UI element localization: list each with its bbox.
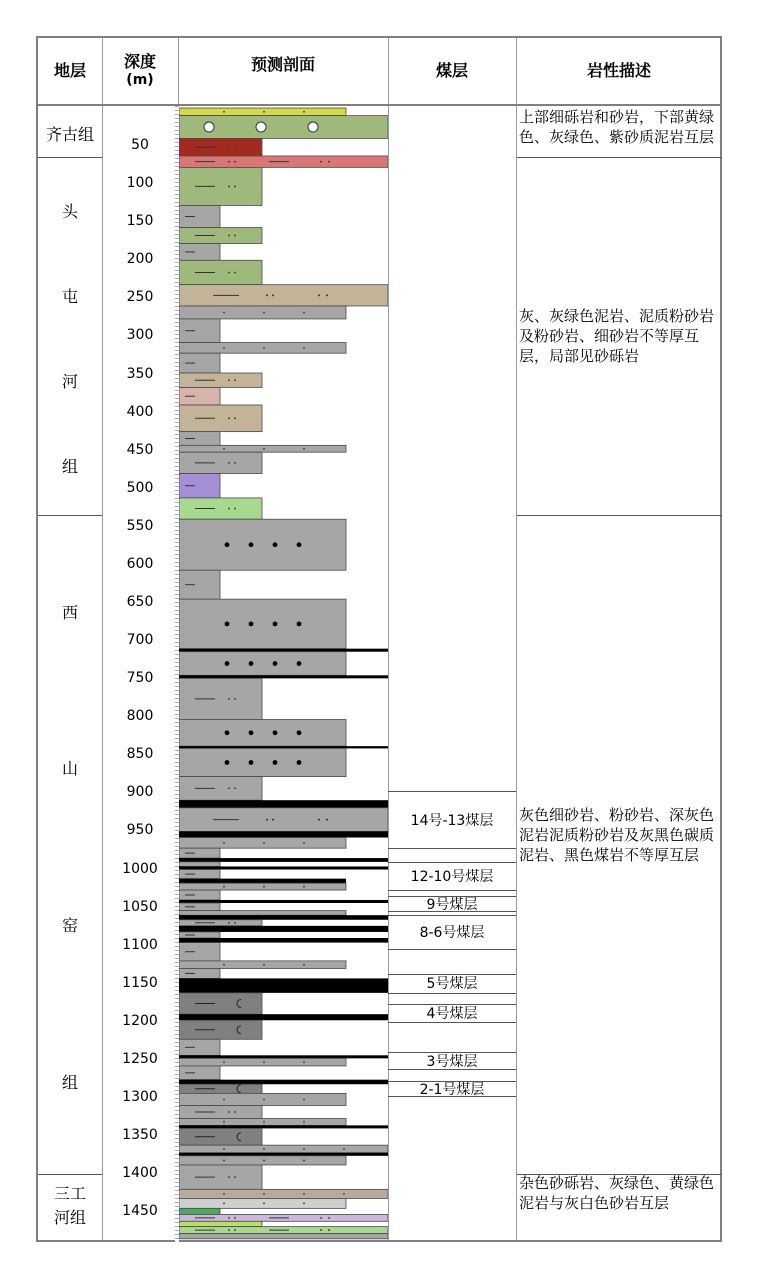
layer-coal bbox=[179, 1014, 388, 1020]
formation-name-part: 西 bbox=[61, 602, 78, 622]
header-depth-unit: (m) bbox=[126, 72, 154, 88]
coal-seam-label: 3号煤层 bbox=[426, 1053, 478, 1070]
coal-seam-label: 2-1号煤层 bbox=[419, 1081, 485, 1098]
header-coal: 煤层 bbox=[435, 61, 468, 80]
layer-sandstone_tan bbox=[179, 285, 388, 306]
coal-seam-label: 5号煤层 bbox=[426, 976, 478, 993]
layer-coal bbox=[179, 900, 388, 903]
depth-label: 1050 bbox=[122, 898, 158, 915]
layer-carb_mudstone bbox=[179, 1084, 262, 1093]
formation-name-part: 山 bbox=[61, 759, 78, 779]
depth-label: 950 bbox=[126, 822, 154, 839]
depth-label: 400 bbox=[126, 403, 154, 420]
formation-name-part: 屯 bbox=[61, 286, 78, 306]
layer-coal bbox=[179, 866, 388, 869]
depth-label: 500 bbox=[126, 479, 154, 496]
header-section: 预测剖面 bbox=[250, 55, 315, 74]
coal-seam-bottom-line bbox=[388, 848, 516, 849]
layer-fine_sandstone bbox=[179, 599, 346, 648]
coal-seam-label: 4号煤层 bbox=[426, 1005, 478, 1022]
coal-seam-top-line bbox=[388, 915, 516, 916]
layer-coal bbox=[179, 831, 388, 837]
layer-coal bbox=[179, 879, 346, 884]
layer-sandstone bbox=[179, 343, 346, 354]
depth-label: 750 bbox=[126, 670, 154, 687]
formation-name-part: 头 bbox=[61, 201, 78, 221]
formation-name-part: 河组 bbox=[53, 1207, 86, 1227]
layer-carb_mudstone bbox=[179, 1020, 262, 1039]
coal-seam-top-line bbox=[388, 791, 516, 792]
layer-sandstone bbox=[179, 1058, 346, 1066]
depth-label: 450 bbox=[126, 441, 154, 458]
layer-fine_sandstone bbox=[179, 748, 346, 776]
coal-seam-label: 12-10号煤层 bbox=[410, 868, 494, 885]
layer-carb_mudstone bbox=[179, 1128, 262, 1145]
layer-mudstone_lilac bbox=[179, 1214, 388, 1221]
layer-mudstone bbox=[179, 890, 220, 900]
formation-name: 齐古组 bbox=[45, 124, 94, 144]
layer-sandstone bbox=[179, 445, 346, 452]
layer-coal bbox=[179, 858, 388, 862]
layer-mudstone bbox=[179, 205, 220, 227]
layer-siltstone bbox=[179, 920, 262, 926]
coal-seam-bottom-line bbox=[388, 949, 516, 950]
depth-label: 150 bbox=[126, 213, 154, 230]
layer-siltstone_tan bbox=[179, 405, 262, 432]
layer-fine_sandstone bbox=[179, 719, 346, 746]
layer-coal bbox=[179, 938, 388, 943]
depth-label: 1200 bbox=[122, 1012, 158, 1029]
formation-name-part: 三工 bbox=[53, 1183, 86, 1203]
header-depth bbox=[102, 38, 178, 104]
layer-mudstone bbox=[179, 968, 220, 978]
layer-coal bbox=[179, 915, 388, 920]
layer-mudstone_pink bbox=[179, 156, 388, 167]
depth-label: 1150 bbox=[122, 974, 158, 991]
coal-seam-label: 8-6号煤层 bbox=[419, 925, 485, 942]
depth-label: 200 bbox=[126, 251, 154, 268]
layer-sandstone bbox=[179, 1093, 346, 1105]
depth-label: 1300 bbox=[122, 1088, 158, 1105]
layer-mudstone_yg bbox=[179, 1221, 262, 1226]
layer-siltstone_lgreen bbox=[179, 498, 262, 519]
layer-coal bbox=[179, 1080, 388, 1085]
layer-sandstone bbox=[179, 961, 346, 969]
formation-name-part: 组 bbox=[61, 1073, 78, 1092]
header-lithology: 岩性描述 bbox=[586, 61, 651, 80]
layer-mudstone bbox=[179, 848, 220, 858]
header-depth-label: 深度 bbox=[123, 52, 156, 71]
depth-label: 1450 bbox=[122, 1203, 158, 1220]
layer-coal bbox=[179, 1055, 388, 1058]
layer-mudstone bbox=[179, 932, 220, 938]
layer-sandstone_grey bbox=[179, 1198, 346, 1208]
layer-mudstone bbox=[179, 319, 220, 343]
formation-name-part: 窑 bbox=[61, 916, 78, 936]
layer-sandstone bbox=[179, 883, 346, 890]
layer-fine_sandstone bbox=[179, 519, 346, 570]
layer-mudstone_pink bbox=[179, 387, 220, 405]
layer-mudstone bbox=[179, 353, 220, 373]
coal-seam-bottom-line bbox=[388, 890, 516, 891]
layer-mudstone bbox=[179, 1066, 220, 1080]
predicted-section bbox=[179, 106, 388, 1242]
layer-fine_sandstone bbox=[179, 652, 346, 676]
layer-mudstone bbox=[179, 943, 220, 961]
coal-seam-label: 14号-13煤层 bbox=[410, 812, 494, 829]
header-formation: 地层 bbox=[53, 61, 86, 80]
layer-coal bbox=[179, 1125, 388, 1128]
lithology-description: 上部细砾岩和砂岩，下部黄绿色、灰绿色、紫砂质泥岩互层 bbox=[519, 108, 715, 146]
depth-label: 1400 bbox=[122, 1165, 158, 1182]
stratigraphic-column-table bbox=[36, 36, 722, 1242]
layer-siltstone_green bbox=[179, 260, 262, 284]
description-divider bbox=[517, 157, 722, 158]
depth-label: 300 bbox=[126, 327, 154, 344]
depth-label: 550 bbox=[126, 517, 154, 534]
depth-label: 1000 bbox=[122, 860, 158, 877]
layer-coal bbox=[179, 1153, 388, 1156]
formation-divider bbox=[38, 515, 102, 516]
layer-coal bbox=[179, 978, 388, 992]
layer-siltstone bbox=[179, 678, 262, 719]
table-body bbox=[38, 106, 722, 1242]
layer-coal bbox=[179, 926, 388, 932]
layer-mudstone bbox=[179, 903, 220, 911]
layer-sandstone bbox=[179, 1156, 346, 1165]
depth-label: 1350 bbox=[122, 1127, 158, 1144]
lithology-description: 灰色细砂岩、粉砂岩、深灰色泥岩泥质粉砂岩及灰黑色碳质泥岩、黑色煤岩不等厚互层 bbox=[519, 805, 715, 864]
layer-mudstone bbox=[179, 862, 220, 867]
layer-mudstone bbox=[179, 432, 220, 446]
layer-coal bbox=[179, 675, 388, 678]
depth-label: 650 bbox=[126, 593, 154, 610]
layer-sandstone bbox=[179, 1145, 388, 1153]
layer-siltstone_green bbox=[179, 167, 262, 205]
layer-siltstone_tan bbox=[179, 373, 262, 387]
depth-label: 1250 bbox=[122, 1050, 158, 1067]
depth-label: 350 bbox=[126, 365, 154, 382]
layer-sandstone bbox=[179, 1119, 346, 1126]
depth-label: 800 bbox=[126, 708, 154, 725]
layer-siltstone bbox=[179, 1165, 262, 1189]
formation-divider bbox=[38, 1174, 102, 1175]
layer-mudstone bbox=[179, 244, 220, 261]
depth-label: 100 bbox=[126, 175, 154, 192]
layer-sandstone bbox=[179, 808, 388, 832]
layer-siltstone_green bbox=[179, 228, 262, 244]
layer-sandstone bbox=[179, 1233, 388, 1238]
layer-mudstone bbox=[179, 870, 220, 879]
coal-seam-top-line bbox=[388, 862, 516, 863]
layer-siltstone bbox=[179, 452, 262, 473]
formation-name-part: 组 bbox=[61, 457, 78, 477]
layer-mudstone bbox=[179, 1039, 220, 1055]
layer-coal bbox=[179, 800, 388, 808]
layer-coal bbox=[179, 649, 388, 652]
layer-mudstone_red bbox=[179, 138, 262, 156]
depth-label: 900 bbox=[126, 784, 154, 801]
depth-label: 1100 bbox=[122, 936, 158, 953]
formation-divider bbox=[38, 157, 102, 158]
layer-siltstone bbox=[179, 1106, 262, 1119]
layer-conglomerate_mixed bbox=[179, 1189, 388, 1198]
layer-mudstone_green bbox=[179, 1208, 220, 1214]
formation-name-part: 河 bbox=[61, 372, 78, 392]
coal-seam-label: 9号煤层 bbox=[426, 896, 478, 913]
description-divider bbox=[517, 515, 722, 516]
depth-label: 700 bbox=[126, 632, 154, 649]
layer-sandstone bbox=[179, 911, 346, 916]
layer-siltstone bbox=[179, 777, 262, 801]
lithology-description: 杂色砂砾岩、灰绿色、黄绿色泥岩与灰白色砂岩互层 bbox=[519, 1174, 715, 1213]
layer-siltstone_lgreen bbox=[179, 1227, 388, 1234]
depth-label: 250 bbox=[126, 289, 154, 306]
depth-label: 850 bbox=[126, 746, 154, 763]
layer-conglomerate bbox=[179, 116, 388, 139]
depth-label: 50 bbox=[131, 137, 149, 154]
layer-sandstone bbox=[179, 838, 346, 849]
lithology-description: 灰、灰绿色泥岩、泥质粉砂岩及粉砂岩、细砂岩不等厚互层，局部见砂砾岩 bbox=[519, 307, 715, 366]
layer-gravel_yellow bbox=[179, 108, 346, 116]
layer-mudstone bbox=[179, 570, 220, 599]
layer-mudstone_purple bbox=[179, 474, 220, 498]
layer-sandstone bbox=[179, 306, 346, 319]
layer-carb_mudstone bbox=[179, 993, 262, 1014]
depth-label: 600 bbox=[126, 555, 154, 572]
